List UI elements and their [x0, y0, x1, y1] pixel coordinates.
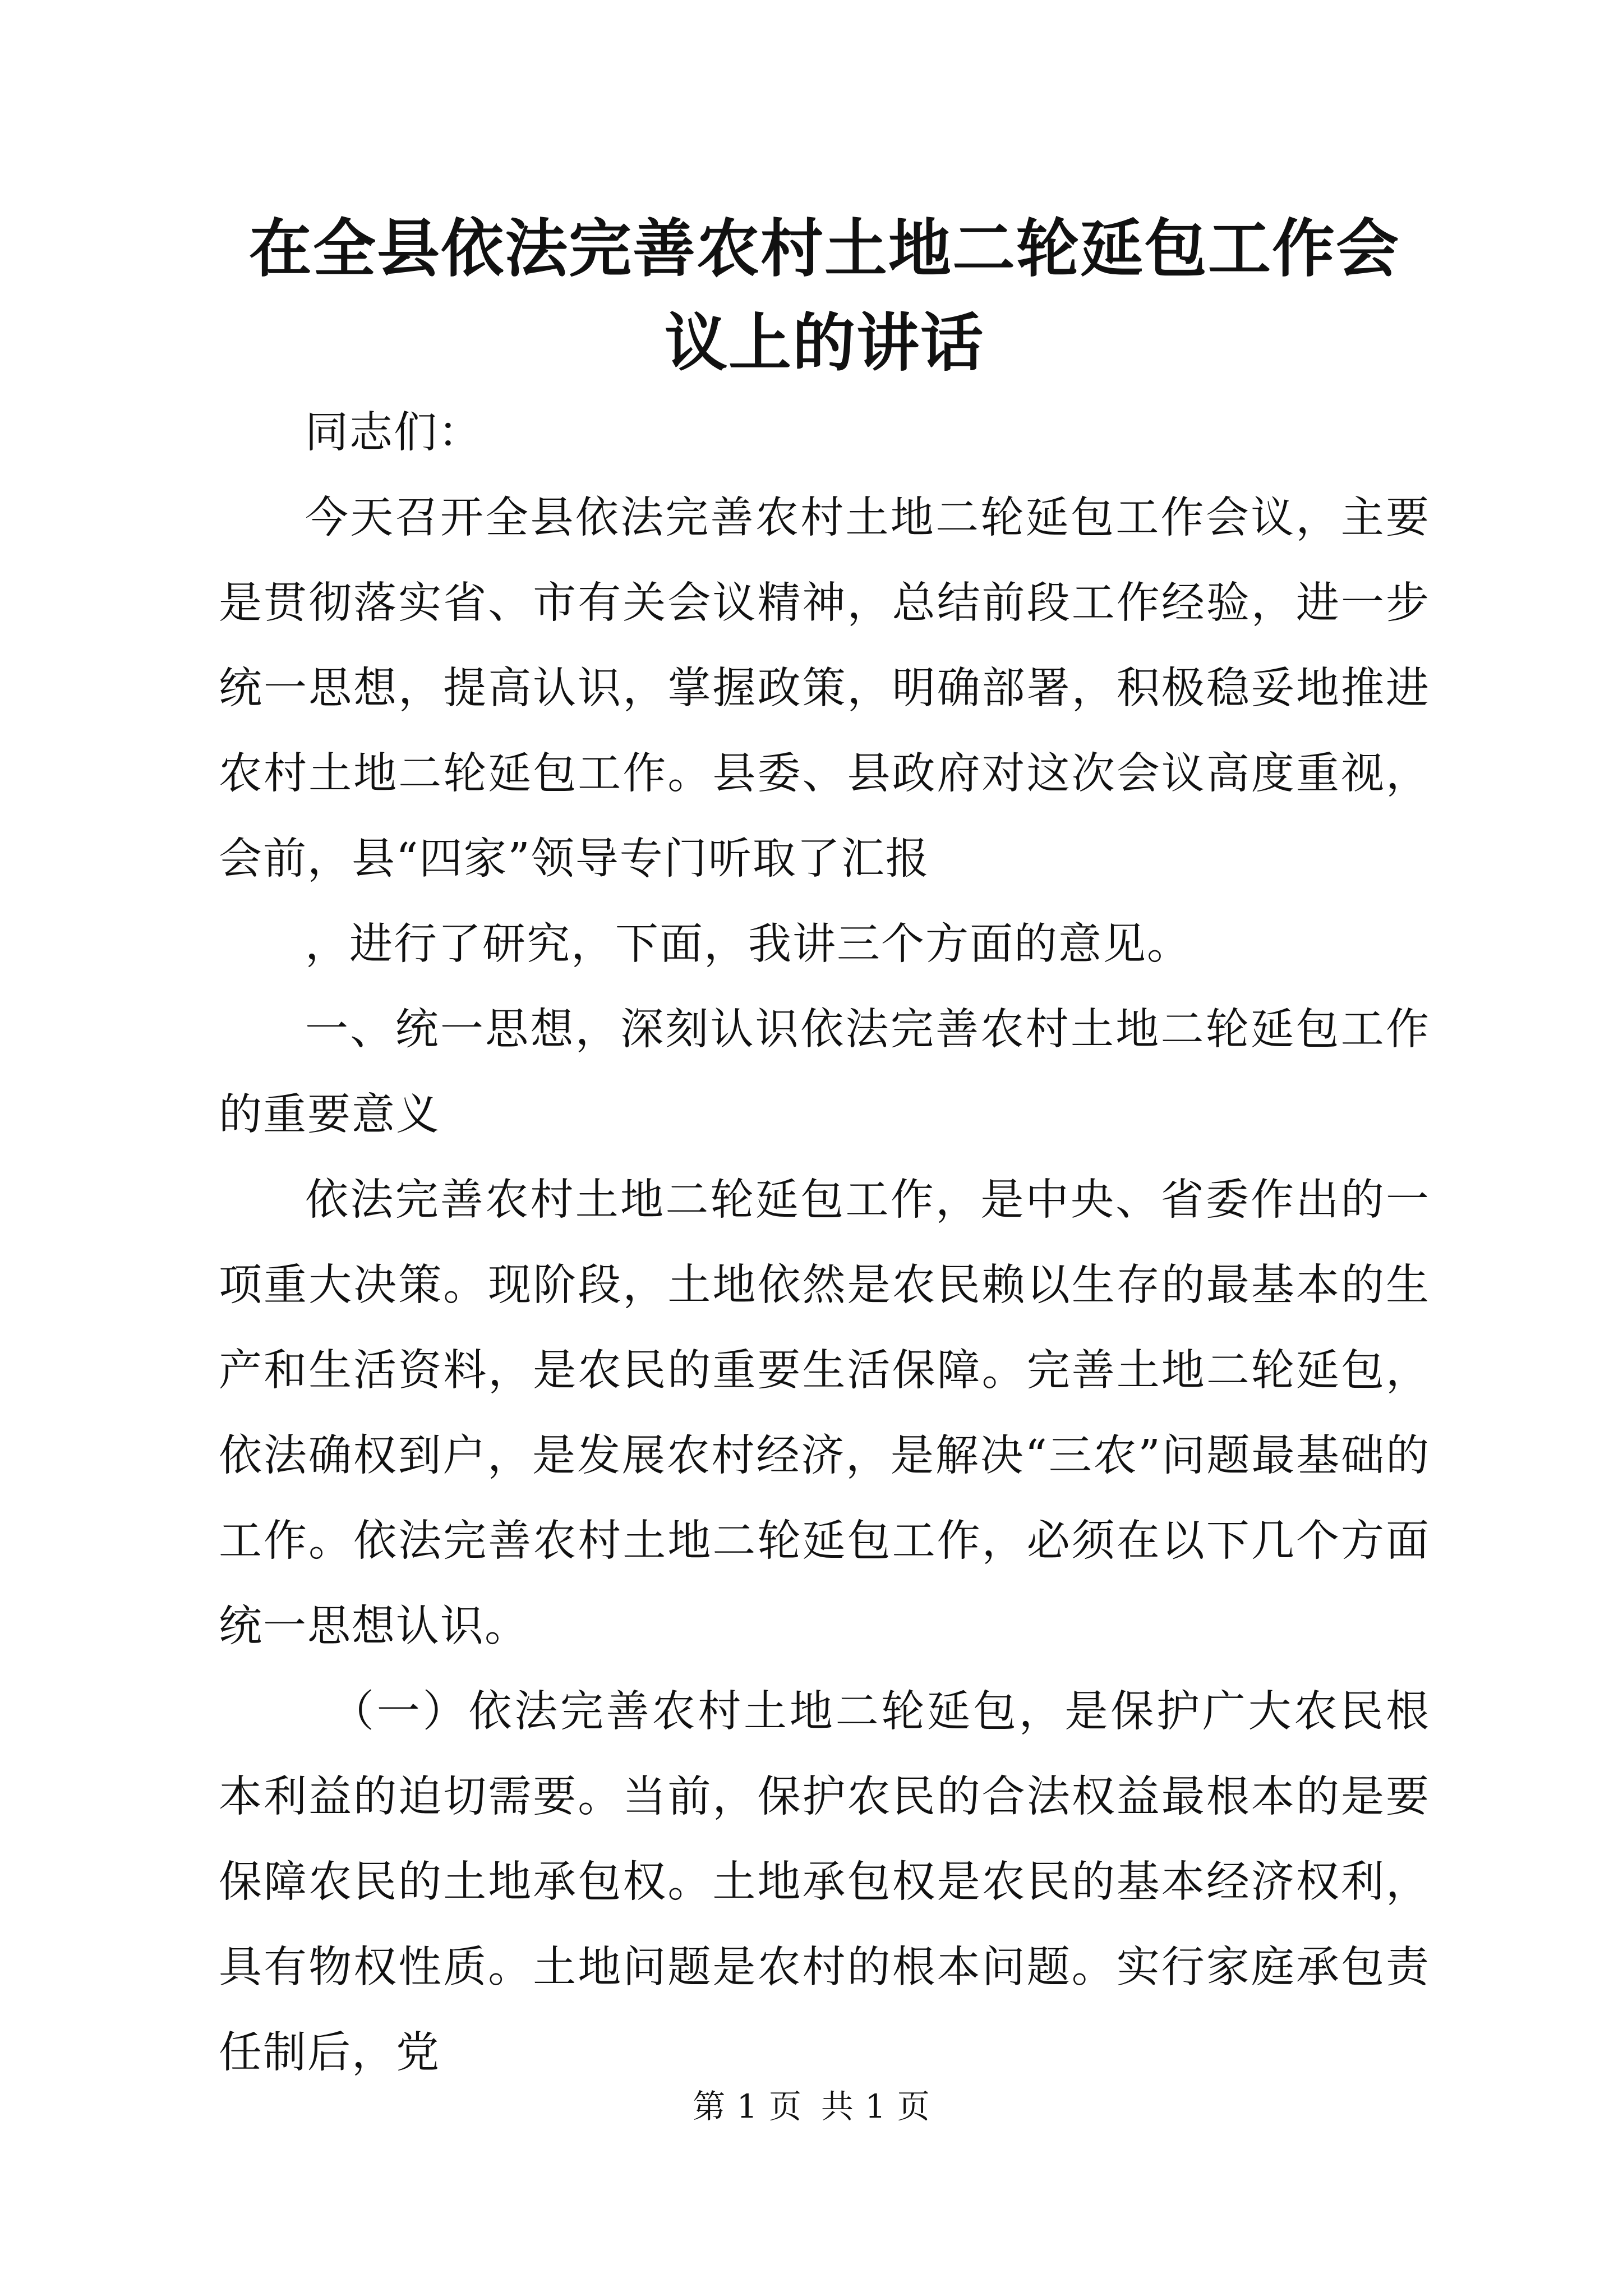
page-footer [0, 2084, 1623, 2129]
paragraph-continuation: ，进行了研究，下面，我讲三个方面的意见。 [305, 919, 1191, 969]
salutation: 同志们： [305, 408, 482, 458]
document-body [219, 202, 1430, 2096]
document-title: 在全县依法完善农村土地二轮延包工作会议上的讲话 [249, 212, 1400, 380]
page-number: 第 1 页 [693, 2087, 802, 2125]
page-total: 共 1 页 [821, 2087, 930, 2125]
paragraph-intro: 今天召开全县依法完善农村土地二轮延包工作会议，主要是贯彻落实省、市有关会议精神，总结前段工作经验，进一步统一思想，提高认识，掌握政策，明确部署，积极稳妥地推进农村土地二轮延包工作。县委、县政府对这次会议高度重视，会前，县“四家”领导专门听取了汇报 [219, 493, 1430, 884]
paragraph-point-1: （一）依法完善农村土地二轮延包，是保护广大农民根本利益的迫切需要。当前，保护农民的合法权益最根本的是要保障农民的土地承包权。土地承包权是农民的基本经济权利，具有物权性质。土地问题是农村的根本问题。实行家庭承包责任制后，党 [219, 1687, 1430, 2078]
section-heading-1: 一、统一思想，深刻认识依法完善农村土地二轮延包工作的重要意义 [219, 1005, 1430, 1140]
paragraph-significance: 依法完善农村土地二轮延包工作，是中央、省委作出的一项重大决策。现阶段，土地依然是农民赖以生存的最基本的生产和生活资料，是农民的重要生活保障。完善土地二轮延包，依法确权到户，是发展农村经济，是解决“三农”问题最基础的工作。依法完善农村土地二轮延包工作，必须在以下几个方面统一思想认识。 [219, 1175, 1430, 1651]
